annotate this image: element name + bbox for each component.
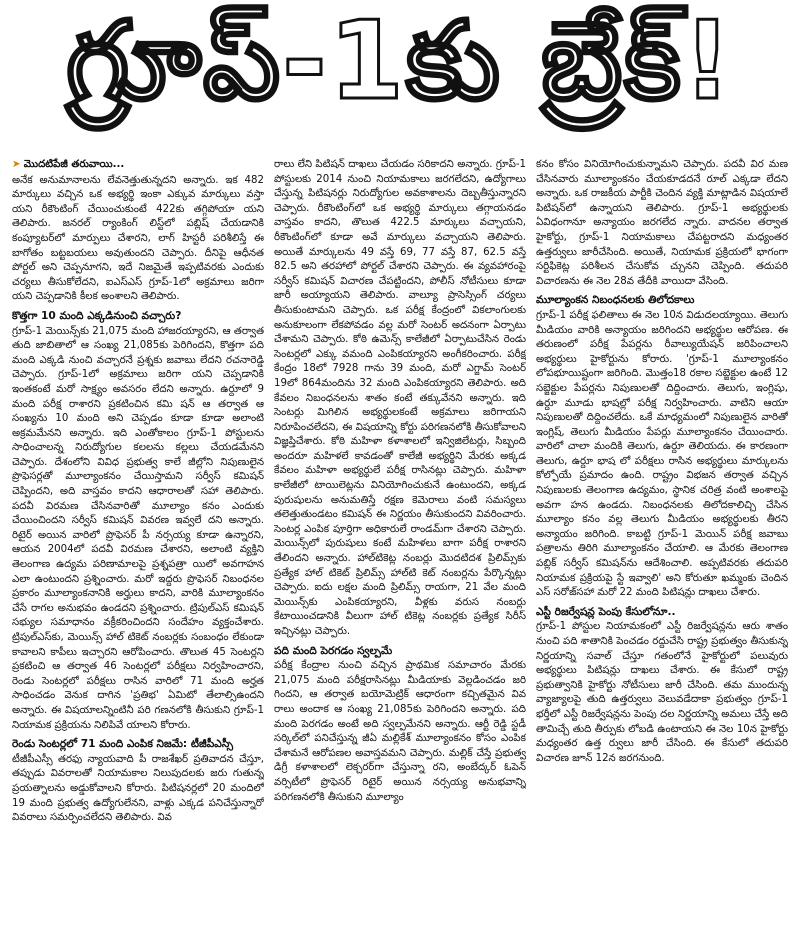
column-3 [536,158,788,926]
article-columns [12,158,788,926]
paragraph: అనేక అనుమానాలను లేవనెత్తుతున్నదని అన్నారు. ఇక 482 మార్కులు వచ్చిన ఒక అభ్యర్థి ఇంకా ఎక్కువ మార్కులు వస్తా యని రీకౌంటింగ్‌ చేయించుకుంటే 422కు తగ్గిపోయా యని తెలిపారు. జనరల్‌ ర్యాంకింగ్‌ లిస్ట్‌లో పబ్లిష్‌ చేయడానికి కంప్యూటర్‌లో మార్పులు చేశారని, లాగ్‌ హిస్టరీ పరిశీలిస్తే ఈ బాగోతం బట్టబయలు అవుతుందని చెప్పారు. దీనిపై ఆధీనత పోర్టల్‌ అని చెప్పనూగని, ఇదే నిజమైతే ఇప్పటివరకు ఎందుకు చర్యలు తీసుకోలేదని, ఐఎస్‌ఎస్‌ గ్రూప్‌-1లో అక్రమాలు జరిగా యని చెప్పడానికి కీలక అంశాలని తెలిపారు. [12,174,264,303]
subheading: కొత్తగా 10 మంది ఎక్కడినుంచి వచ్చారు? [12,309,182,322]
subheading: పది మంది పెరగడం స్వల్పమే [274,644,393,657]
column-2 [274,158,526,926]
paragraph: గ్రూప్‌-1 పోస్టుల నియామకంలో ఎస్టీ రిజర్వేషన్లను ఆరు శాతం నుంచి పది శాతానికి పెంచడం రద్దుచేసి రాష్ట్ర ప్రభుత్వం తీసుకున్న నిర్ణయాన్ని సవాల్‌ చేస్తూ గతంలోనే హైకోర్టులో పలువురు అభ్యర్థులు పిటిషన్లు దాఖలు చేశారు. ఈ కేసులో రాష్ట్ర ప్రభుత్వానికి హైకోర్టు నోటీసులు జారీ చేసింది. తమ ముందున్న వ్యాజ్యాలపై తుది ఉత్తర్వులు వెలువడేదాకా ప్రభుత్వం గ్రూప్‌-1 భర్తీలో ఎస్టీ రిజర్వేషన్లను పెంపు దల నిర్ణయాన్ని అమలు చేస్తే అది తామిచ్చే తుది తీర్పుకు లోబడి ఉంటాయని ఈ నెల 10న హైకోర్టు మధ్యంతర ఉత్త ర్వులు జారీ చేసింది. ఈ కేసులో తదుపరి విచారణ జూన్‌ 12న జరగనుంది. [536,621,788,764]
paragraph: గ్రూప్‌-1 మెయిన్స్‌కు 21,075 మంది హాజరయ్యారని, ఆ తర్వాత తుది జాబితాలో ఆ సంఖ్య 21,085కు పెరిగిందని, కొత్తగా పది మంది ఎక్కడి నుంచి వచ్చారనే ప్రశ్నకు జవాబు లేదని రచనారెడ్డి చెప్పారు. గ్రూప్‌-1లో అక్రమాలు జరిగా యని చెప్పడానికి ఇంతకంటే మరో సాక్ష్యం అవసరం లేదని అన్నారు. ఉర్దూలో 9 మంది పరీక్ష రాశారని ప్రకటించిన కమి షన్‌ ఆ తర్వాత ఆ సంఖ్యను 10 మంది అని చెప్పడం కూడా కూడా అలాంటి అక్రమమేనని అన్నారు. ఇది ఎంతోకాలం గ్రూప్‌-1 పోస్టులను సాధించాలన్న నిరుద్యోగుల కలలను కల్లలు చేయడమేనని చెప్పారు. దేశంలోని వివిధ ప్రభుత్వ కాలే జీల్లోని నిపుణులైన ప్రొఫెసర్లతో మూల్యాంకనం చేయిస్తామని సర్వీస్‌ కమిషన్‌ చెప్పిందని, అది వాస్తవం కాదని ఆధారాలతో సహా తెలిపారు. పదవీ విరమణ చేసినవారితో మూల్యాం కనం ఎందుకు చేయించిందని సర్వీస్‌ కమిషన్‌ వివరణ ఇవ్వలే దని అన్నారు. రిటైర్‌ అయిన వారిలో ప్రొఫెసర్‌ పీ నర్సయ్య కూడా ఉన్నారని, ఆయన 2004లో పదవీ విరమణ చేశారని, అలాంటి వ్యక్తిని తెలంగాణ ఉద్యమ పరిణామాలపై ప్రశ్నపత్రా యిలో అవగాహన ఎలా ఉంటుందని ప్రశ్నించారు. మరో ఇద్దరు ప్రొఫెసర్‌ నిబంధనల ప్రకారం మూల్యాంకనానికి అర్హులు కాదని, వారికి మూల్యాంకనం చేసే రాగల అనుభవం ఉండదని ప్రశ్నించారు. ట్రిపుల్‌ఎస్‌ కమిషన్‌ సభ్యుల సమాధానం వక్రీకరించిందని సందేహం వ్యక్తంచేశారు. ట్రిపుల్‌ఎస్‌కు, మెయిన్స్‌ హాల్‌ టికెట్‌ నంబర్లకు సంబంధం లేకుండా కావాలని కాపీలు ఇచ్చారని ఆరోపించారు. తొలుత 45 సెంటర్లని ప్రకటించి ఆ తర్వాత 46 సెంటర్లలో పరీక్షలు నిర్వహించారని, రెండు సెంటర్లలో పరీక్షలు రాసిన వారిలో 71 మంది అర్హత సాధించడం వెనుక దాగిన 'ప్రతిభ' ఏమిటో తేలాల్సిఉందని అన్నారు. ఈ విషయాలన్నింటినీ పరి గణనలోకి తీసుకుని గ్రూప్‌-1 నియామక ప్రక్రియను నిలిపివే యాలని కోరారు. [12,325,264,731]
column-1 [12,158,264,926]
subheading: ఎస్టీ రిజర్వేషన్ల పెంపు కేసులోనూ.. [536,605,676,618]
paragraph: గ్రూప్‌-1 పరీక్ష ఫలితాలు ఈ నెల 10న విడుదలయ్యాయి. తెలుగు మీడియం వారికి అన్యాయం జరిగిందని అభ్యర్థుల ఆరోపణ. ఈ తరుణంలో పరీక్ష పేపర్లను రీవాల్యుయేషన్‌ జరిపించాలని అభ్యర్థులు హైకోర్టును కోరారు. 'గ్రూప్‌-1 మూల్యాంకనం లోపభూయిష్టంగా జరిగింది. మొత్తం18 రకాల సబ్జెక్టుల ఉంటే 12 సబ్జెక్టుల పేపర్లను నిపుణులతో దిద్దించారు. తెలుగు, ఇంగ్లిషు, ఉర్దూ మూడు భాషల్లో పరీక్ష నిర్వహించారు. వాటిని ఆయా నిపుణులతో దిద్దించలేదు. ఒకే మాధ్యమంలో నిపుణులైన వారితో ఇంగ్లిష్‌, తెలుగు మీడియం పేపర్లు మూల్యాంకనం చేయించారు. వారిలో చాలా మందికి తెలుగు, ఉర్దూ తెలియదు. ఈ కారణంగా తెలుగు, ఉర్దూ భాష లో పరీక్షలు రాసిన అభ్యర్థులు మార్కులను కోల్పోయే ప్రమాదం ఉంది. రాష్ట్రం విభజన తర్వాత వచ్చిన నిపుణులకు తెలంగాణ ఉద్యమం, స్థానిక చరిత్ర వంటి అంశాలపై అవగా హన ఉండదు. నిబంధనలకు తిలోదకాలిచ్చి చేసిన మూల్యాం కనం వల్ల తెలుగు మీడియం అభ్యర్థులకు తీరని అన్యాయం జరిగింది. కాబట్టి గ్రూప్‌-1 మెయిన్‌ పరీక్ష జవాబు పత్రాలను తిరిగి మూల్యాంకనం చేయాలి. ఆ మేరకు తెలంగాణ పబ్లిక్‌ సర్వీస్‌ కమిషన్‌ను ఆదేశించాలి. అప్పటివరకు తదుపరి నియామక ప్రక్రియపై స్టే ఇవ్వాలి' అని కోరుతూ ఖమ్మంకు చెందిన ఎస్‌ సరోజ్‌సహా మరో 22 మంది పిటిషన్లు దాఖలు చేశారు. [536,309,788,599]
kicker: మొదటిపేజీ తరువాయి... [23,159,125,170]
subheading: రెండు సెంటర్లలో 71 మంది ఎంపిక నిజమే: టీజీపీఎస్సీ [12,738,234,751]
paragraph: కనం కోసం వినియోగించుకున్నామని చెప్పారు. పదవీ విర మణ చేసినవారు మూల్యాంకనం చేయకూడదనే రూల్‌ ఎక్కడా లేదని అన్నారు. ఒక రాజకీయ పార్టీకి చెందిన వ్యక్తి మాట్లాడిన విషయాలే పిటిషన్‌లో ఉన్నాయని తెలిపారు. గ్రూప్‌-1 అభ్యర్థులకు ఏవిధంగానూ అన్యాయం జరగలేద న్నారు. వాదనల తర్వాత హైకోర్టు, గ్రూప్‌-1 నియామకాలు చేపట్టరాదని మధ్యంతర ఉత్తర్వులు జారీచేసింది. అయితే, నియామక ప్రక్రియలో భాగంగా సర్టిఫికెట్ల పరిశీలన చేసుకోవ చ్చునని చెప్పింది. తదుపరి విచారణను ఈ నెల 28వ తేదీకి వాయిదా వేసింది. [536,159,788,287]
paragraph: రాలు లేని పిటిషన్‌ దాఖలు చేయడం సరికాదని అన్నారు. గ్రూప్‌-1 పోస్టులకు 2014 నుంచి నియామకాలు జరగలేదని, ఉద్యోగాలు చేస్తున్న పిటిషనర్లు నిరుద్యోగుల అవకాశాలను దెబ్బతీస్తున్నారని చెప్పారు. రీకౌంటింగ్‌లో ఒక అభ్యర్థి మార్కులు తగ్గాయనడం వాస్తవం కాదని, తొలుత 422.5 మార్కులు వచ్చాయని, రీకౌంటింగ్‌లో కూడా అవే మార్కులు వచ్చాయని తెలిపారు. అయితే మార్కులను 49 వస్తే 69, 77 వస్తే 87, 62.5 వస్తే 82.5 అని తరహాలో పోర్టల్‌ చేశారని చెప్పారు. ఈ వ్యవహారంపై సర్వీస్‌ కమిషన్‌ విచారణ చేపట్టిందని, పోలీస్‌ నోటీసులు కూడా జారీ అయ్యాయని తెలిపారు. వాల్యూ ప్రాసెస్సింగ్‌ చర్యలు తీసుకుంటామని చెప్పారు. ఒక పరీక్ష కేంద్రంలో వికలాంగులకు అనుకూలంగా లేకపోవడం వల్ల మరో సెంటర్‌ అదనంగా ఏర్పాటు చేశామని చెప్పారు. కోఠి ఉమెన్స్‌ కాలేజీలో ఏర్పాటుచేసిన రెండు సెంటర్లలో ఎక్కు వమంది ఎంపికయ్యారని అంగీకరించారు. పరీక్ష కేంద్రం 18లో 7928 గాను 39 మంది, మరో ఎగ్జామ్‌ సెంటర్‌ 19లో 864మందిను 32 మంది ఎంపికయ్యారని తెలిపారు. అది కేవలం నిబంధనలను శాతం కంటే తక్కువేనని అన్నారు. ఇది సెంటర్లు మిగిలిన అభ్యర్థులకంటే అక్రమాలు జరిగాయని నిరూపించలేదని, ఈ విషయాన్ని కోర్టు పరిగణనలోకి తీసుకోవాలని విజ్ఞప్తిచేశారు. కోఠి మహిళా కళాశాలలో ఇన్విజిలేటర్లు, సిబ్బంది అందరూ మహిళలే కావడంతో కాలేజీ అభ్యర్థిని మేరకు అక్కడ కేవలం మహిళా అభ్యర్థులే పరీక్ష రాసినట్లు చెప్పారు. మహిళా కాలేజీలో టాయిలెట్లను వినియోగించుకునే ఉంటుందని, అక్కడ పురుషులను అనుమతిస్తే రక్షణ కెమెరాలు వంటి సమస్యలు తలెత్తుతుండటం కమిషన్‌ ఈ నిర్ణయం తీసుకుందని వివరించారు. సెంటర్ల ఎంపిక పూర్తిగా అధికారులే రాండమ్‌గా చేశారని చెప్పారు. మెయిన్స్‌లో పురుషులు కంటే మహిళలు బాగా పరీక్ష రాశారని తేలిందని అన్నారు. హాల్‌టికెట్ల నంబర్లు మొదటిదశ ప్రిలిమ్స్‌కు ప్రత్యేక హాల్‌ టికెట్‌ ప్రిలిమ్స్‌ హాల్‌టి కెట్‌ నంబర్లను పేర్కొన్నట్లు చెప్పారు. ఐదు లక్షల మంది ప్రిలిమ్స్‌ రాయగా, 21 వేల మంది మెయిన్స్‌కు ఎంపికయ్యారని, వీళ్లకు వరుస నంబర్లు కేటాయించడానికి వీలుగా హాల్‌ టికెట్ల నంబర్లకు ప్రత్యేక సిరీస్‌ ఇచ్చినట్లు చెప్పారు. [274,159,526,637]
kicker-line [12,158,264,173]
paragraph: టీజీపీఎస్సీ తరఫు న్యాయవాది పీ రాజశేఖర్‌ ప్రతివాదన చేస్తూ, తప్పుడు వివరాలతో నియామకాల నిలుపుదలకు జరు గుతున్న ప్రయత్నాలను అడ్డుకోవాలని కోరారు. పిటిషనర్లలో 20 మందిలో 19 మంది ప్రభుత్వ ఉద్యోగులేనని, వాళ్లు ఎక్కడ పనిచేస్తున్నారో వివరాలు సమర్పించలేదని తెలిపారు. వివ [12,753,264,824]
paragraph: పరీక్ష కేంద్రాల నుంచి వచ్చిన ప్రాథమిక సమాచారం మేరకు 21,075 మంది పరీక్షరాసినట్లు మీడియాకు వెల్లడించడం జరి గిందని, ఆ తర్వాత బయోమెట్రిక్‌ ఆధారంగా కచ్చితమైన వివ రాలు అందాక ఆ సంఖ్య 21,085కు పెరిగిందని అన్నారు. పది మంది పెరగడం అంటే అది స్వల్పమేనని అన్నారు. ఆర్టీ రెడ్డి స్టడీ సర్కిల్‌లో పనిచేస్తున్న జీఏ మల్లికేశ్‌ మూల్యాంకనం కోసం ఎంపిక చేశామనే ఆరోపణల అవాస్తవమని చెప్పారు. మల్లిక్‌ చేస్తే ప్రభుత్వ డిగ్రీ కళాశాలలో లెక్చరర్‌గా చేస్తున్నా రని, అంబేద్కర్‌ ఓపెన్‌ వర్సిటీలో ప్రొఫెసర్‌ రిటైర్‌ అయిన నర్సయ్య అనుభవాన్ని పరిగణనలోకి తీసుకుని మూల్యాం [274,660,526,803]
headline: గ్రూప్‌-1కు బ్రేక్‌! [66,0,734,124]
arrow-icon: ➤ [12,159,21,170]
subheading: మూల్యాంకన నిబంధనలకు తిలోదకాలు [536,294,695,307]
